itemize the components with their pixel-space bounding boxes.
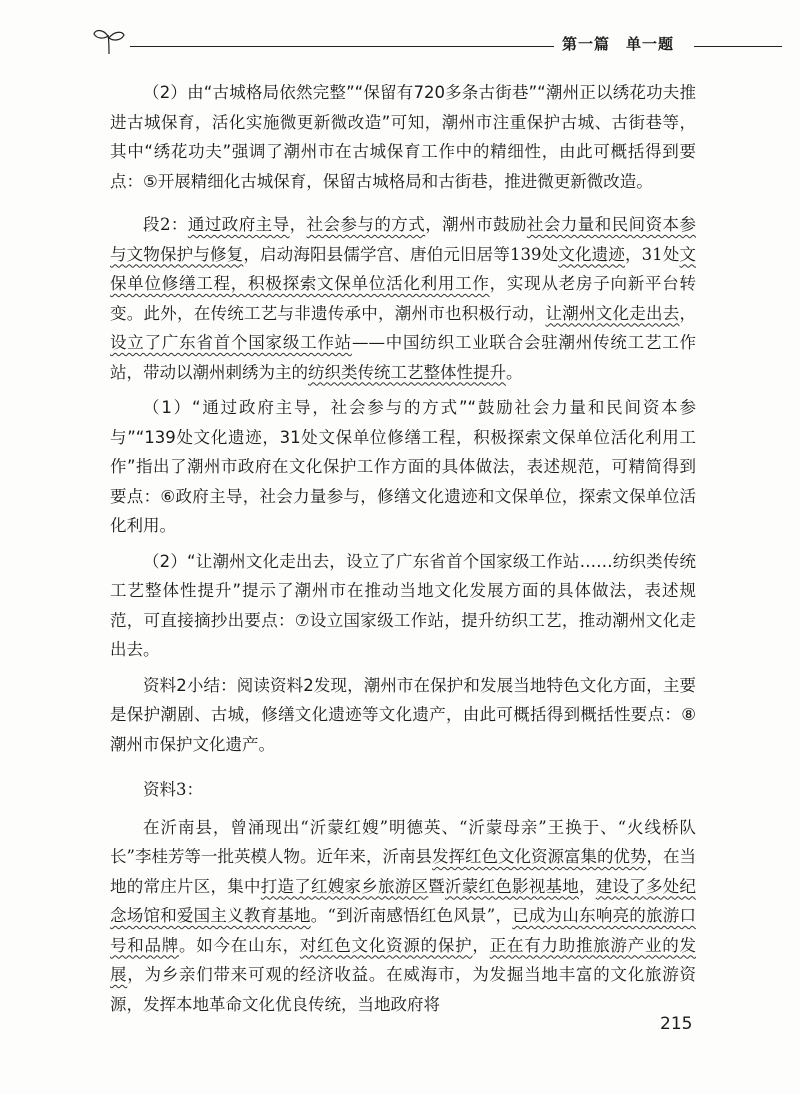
text-run: ，: [289, 215, 307, 234]
underlined-phrase: 建设了多处纪念场馆和爱国主义教育基地: [110, 876, 696, 925]
page-number: 215: [660, 1014, 693, 1034]
underlined-phrase: 纺织类传统工艺整体性提升: [308, 362, 506, 382]
text-run: ，31处: [625, 244, 680, 264]
underlined-phrase: 让潮州文化走出去: [545, 303, 680, 323]
underlined-phrase: 文保单位修缮工程，积极探索文保单位活化利用工作: [110, 244, 697, 293]
source-paragraph: [110, 813, 696, 1020]
sprout-icon: [92, 26, 126, 56]
text-run: ——中国纺织工业联合会驻潮州传统工艺工作站，带动以潮州刺绣为主的: [110, 333, 696, 382]
underlined-phrase: 已成为山东响亮的旅游口号和品牌: [110, 906, 697, 955]
text-run: 。如今在山东，: [179, 935, 300, 955]
text-run: 。“到沂南感悟红色风景”，: [310, 906, 513, 925]
underlined-phrase: 发挥红色文化资源富集的优势: [431, 847, 647, 866]
text-run: 暨: [428, 876, 445, 896]
underlined-phrase: 文化遗迹: [558, 244, 626, 264]
underlined-phrase: 对红色文化资源的保护: [299, 935, 473, 955]
header-rule-left: [130, 46, 554, 47]
underlined-phrase: 通过政府主导: [187, 215, 290, 234]
text-run: ，: [579, 876, 596, 896]
material-heading: 资料3：: [143, 780, 203, 799]
text-run: ，为乡亲们带来可观的经济收益。在威海市，为发掘当地丰富的文化旅游资源，发挥本地革命文化优良传统，当地政府将: [110, 965, 697, 1014]
text-run: ，潮州市鼓励: [425, 215, 527, 234]
underlined-phrase: 社会力量和民间资本参与文物保护与修复: [110, 215, 696, 264]
page-content: [110, 78, 696, 1019]
underlined-phrase: 设立了广东省首个国家级工作站: [110, 333, 352, 352]
text-run: ，实现从老房子向新平台转变。此外，在传统工艺与非遗传承中，潮州市也积极行动，: [110, 274, 697, 323]
analysis-paragraph: （2）“让潮州文化走出去，设立了广东省首个国家级工作站……纺织类传统工艺整体性提升”提示了潮州市在推动当地文化发展方面的具体做法，表述规范，可直接摘抄出要点：⑦设立国家级工作站，提升纺织工艺，推动潮州文化走出去。: [110, 551, 696, 659]
text-run: 段2：: [143, 215, 188, 234]
source-paragraph: [110, 210, 696, 387]
header-rule-right: [694, 46, 782, 47]
underlined-phrase: 沂蒙红色影视基地: [445, 876, 579, 896]
text-run: 在沂南县，曾涌现出“沂蒙红嫂”明德英、“沂蒙母亲”王换于、“火线桥队长”李桂芳等一批英模人物。近年来，沂南县: [110, 817, 696, 866]
text-run: ，在当地的常庄片区，集中: [110, 847, 697, 896]
underlined-phrase: 正在有力助推旅游产业的发展: [110, 935, 697, 984]
text-run: 。: [506, 362, 523, 382]
analysis-paragraph: （1）“通过政府主导，社会参与的方式”“鼓励社会力量和民间资本参与”“139处文化遗迹，31处文保单位修缮工程，积极探索文保单位活化利用工作”指出了潮州市政府在文化保护工作方面的具体做法，表述规范，可精简得到要点：⑥政府主导，社会力量参与，修缮文化遗迹和文保单位，探索文保单位活化利用。: [110, 398, 696, 535]
section-title: 第一篇 单一题: [562, 35, 675, 53]
page-header: [92, 26, 782, 56]
analysis-paragraph: （2）由“古城格局依然完整”“保留有720多条古街巷”“潮州正以绣花功夫推进古城保育，活化实施微更新微改造”可知，潮州市注重保护古城、古街巷等，其中“绣花功夫”强调了潮州市在古城保育工作中的精细性，由此可概括得到要点：⑤开展精细化古城保育，保留古城格局和古街巷，推进微更新微改造。: [110, 83, 696, 191]
text-run: ，启动海阳县儒学宫、唐伯元旧居等139处: [243, 244, 559, 264]
underlined-phrase: 社会参与的方式: [306, 215, 426, 234]
text-run: ，: [679, 303, 696, 323]
summary-paragraph: 资料2小结：阅读资料2发现，潮州市在保护和发展当地特色文化方面，主要是保护潮剧、古城，修缮文化遗迹等文化遗产，由此可概括得到概括性要点：⑧潮州市保护文化遗产。: [110, 675, 696, 754]
text-run: ，: [472, 935, 490, 955]
underlined-phrase: 打造了红嫂家乡旅游区: [260, 876, 429, 896]
